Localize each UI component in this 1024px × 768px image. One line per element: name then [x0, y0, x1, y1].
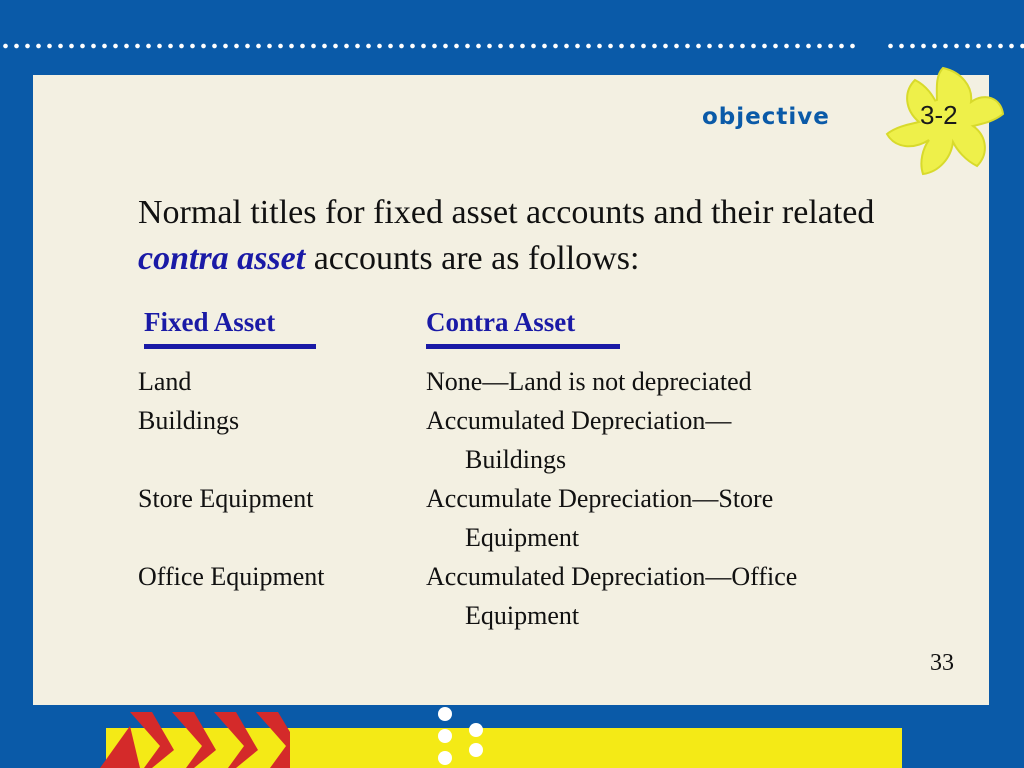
contra-asset-cell [426, 557, 906, 635]
objective-number: 3-2 [920, 100, 958, 130]
intro-text-before: Normal titles for fixed asset accounts and their related [138, 194, 875, 231]
page-number: 33 [930, 650, 954, 676]
fixed-asset-cell: Buildings [138, 406, 240, 435]
contra-asset-continuation: Buildings [465, 445, 567, 474]
red-chevrons-icon [100, 708, 290, 768]
contra-asset-text: Accumulated Depreciation—Office [426, 562, 798, 591]
contra-asset-continuation: Equipment [465, 601, 580, 630]
contra-asset-text: Accumulate Depreciation—Store [426, 484, 774, 513]
column-header-underline [144, 344, 316, 349]
intro-text-after: accounts are as follows: [313, 240, 640, 277]
white-dots-icon [430, 700, 490, 768]
column-header-underline [426, 344, 620, 349]
contra-asset-text: None—Land is not depreciated [426, 367, 752, 396]
objective-label: objective [702, 104, 830, 130]
contra-asset-cell [426, 479, 906, 557]
intro-emphasis: contra asset [138, 240, 306, 277]
column-header-contra-asset: Contra Asset [426, 307, 576, 337]
top-dotted-line-left [0, 42, 860, 50]
contra-asset-continuation: Equipment [465, 523, 580, 552]
top-dotted-line-right [885, 42, 1024, 50]
fixed-asset-cell: Store Equipment [138, 484, 314, 513]
fixed-asset-cell: Land [138, 367, 192, 396]
contra-asset-text: Accumulated Depreciation— [426, 406, 732, 435]
contra-asset-cell [426, 362, 906, 401]
fixed-asset-cell: Office Equipment [138, 562, 325, 591]
intro-paragraph [138, 190, 918, 282]
contra-asset-cell [426, 401, 906, 479]
column-header-fixed-asset: Fixed Asset [144, 307, 276, 337]
